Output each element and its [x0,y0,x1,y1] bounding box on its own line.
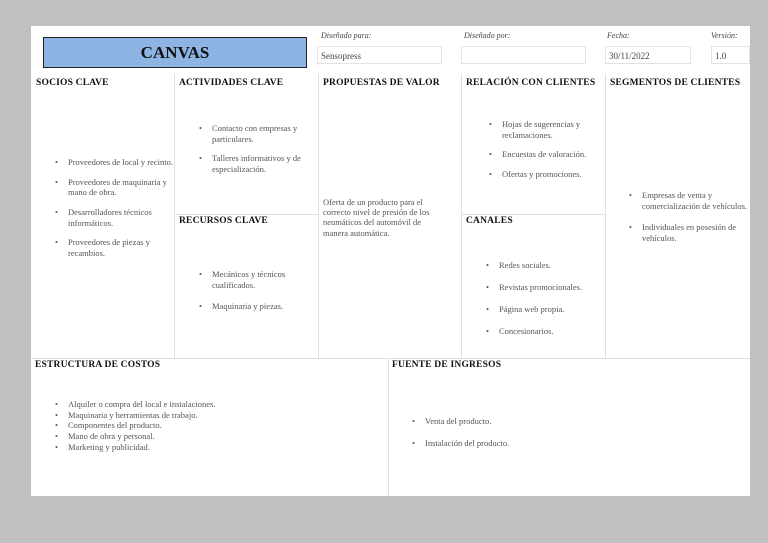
list-item: • Proveedores de maquinaria y mano de obra. [68,177,184,198]
list-item: • Individuales en posesión de vehículos. [642,222,760,243]
fuente-ingresos-title: FUENTE DE INGRESOS [392,360,502,370]
designed-by-label: Diseñado por: [464,31,511,40]
propuestas-valor-title: PROPUESTAS DE VALOR [323,78,440,88]
list-item: • Encuestas de valoración. [502,149,614,160]
list-item: • Mano de obra y personal. [68,431,388,442]
canvas-title: CANVAS [43,37,307,68]
version-label: Versión: [711,31,738,40]
recursos-clave-title: RECURSOS CLAVE [179,216,268,226]
estructura-costos-title: ESTRUCTURA DE COSTOS [35,360,161,370]
list-item: • Empresas de venta y comercialización de vehículos. [642,190,760,211]
list-item: • Maquinaria y piezas. [212,301,322,312]
list-item: • Contacto con empresas y particulares. [212,123,328,144]
designed-by-field[interactable] [461,46,586,64]
relacion-clientes-list [489,119,614,180]
fuente-ingresos-list [412,410,725,454]
date-label: Fecha: [607,31,630,40]
date-field[interactable]: 30/11/2022 [605,46,691,64]
list-item: • Página web propia. [499,298,614,320]
list-item: • Talleres informativos y de especialización. [212,153,328,174]
list-item: • Componentes del producto. [68,420,388,431]
list-item: • Maquinaria y herramientas de trabajo. [68,410,388,421]
list-item: • Alquiler o compra del local e instalaciones. [68,399,388,410]
list-item: • Venta del producto. [425,410,725,432]
list-item: • Ofertas y promociones. [502,169,614,180]
divider [461,74,462,358]
list-item: • Instalación del producto. [425,432,725,454]
list-item: • Marketing y publicidad. [68,442,388,453]
list-item: • Hojas de sugerencias y reclamaciones. [502,119,614,140]
list-item: • Mecánicos y técnicos cualificados. [212,269,322,290]
list-item: • Concesionarios. [499,320,614,342]
socios-clave-list [55,157,184,258]
divider [461,214,605,215]
list-item: • Revistas promocionales. [499,276,614,298]
divider [174,214,318,215]
segmentos-clientes-title: SEGMENTOS DE CLIENTES [610,78,741,88]
list-item: • Redes sociales. [499,254,614,276]
list-item: • Proveedores de local y recinto. [68,157,184,168]
divider [318,74,319,358]
designed-for-label: Diseñado para: [321,31,372,40]
divider [31,358,750,359]
estructura-costos-list [55,399,388,452]
list-item: • Desarrolladores técnicos informáticos. [68,207,184,228]
version-field[interactable]: 1.0 [711,46,750,64]
list-item: • Proveedores de piezas y recambios. [68,237,184,258]
relacion-clientes-title: RELACIÓN CON CLIENTES [466,78,596,88]
actividades-clave-list [199,123,328,175]
propuestas-valor-text: Oferta de un producto para el correcto nivel de presión de los neumáticos del automóvil de manera automática. [323,197,430,238]
canvas-sheet [31,26,750,496]
segmentos-clientes-list [629,190,760,244]
canales-list [486,254,614,342]
recursos-clave-list [199,269,322,312]
canales-title: CANALES [466,216,513,226]
actividades-clave-title: ACTIVIDADES CLAVE [179,78,284,88]
divider [388,358,389,496]
designed-for-field[interactable]: Sensopress [317,46,442,64]
socios-clave-title: SOCIOS CLAVE [36,78,109,88]
